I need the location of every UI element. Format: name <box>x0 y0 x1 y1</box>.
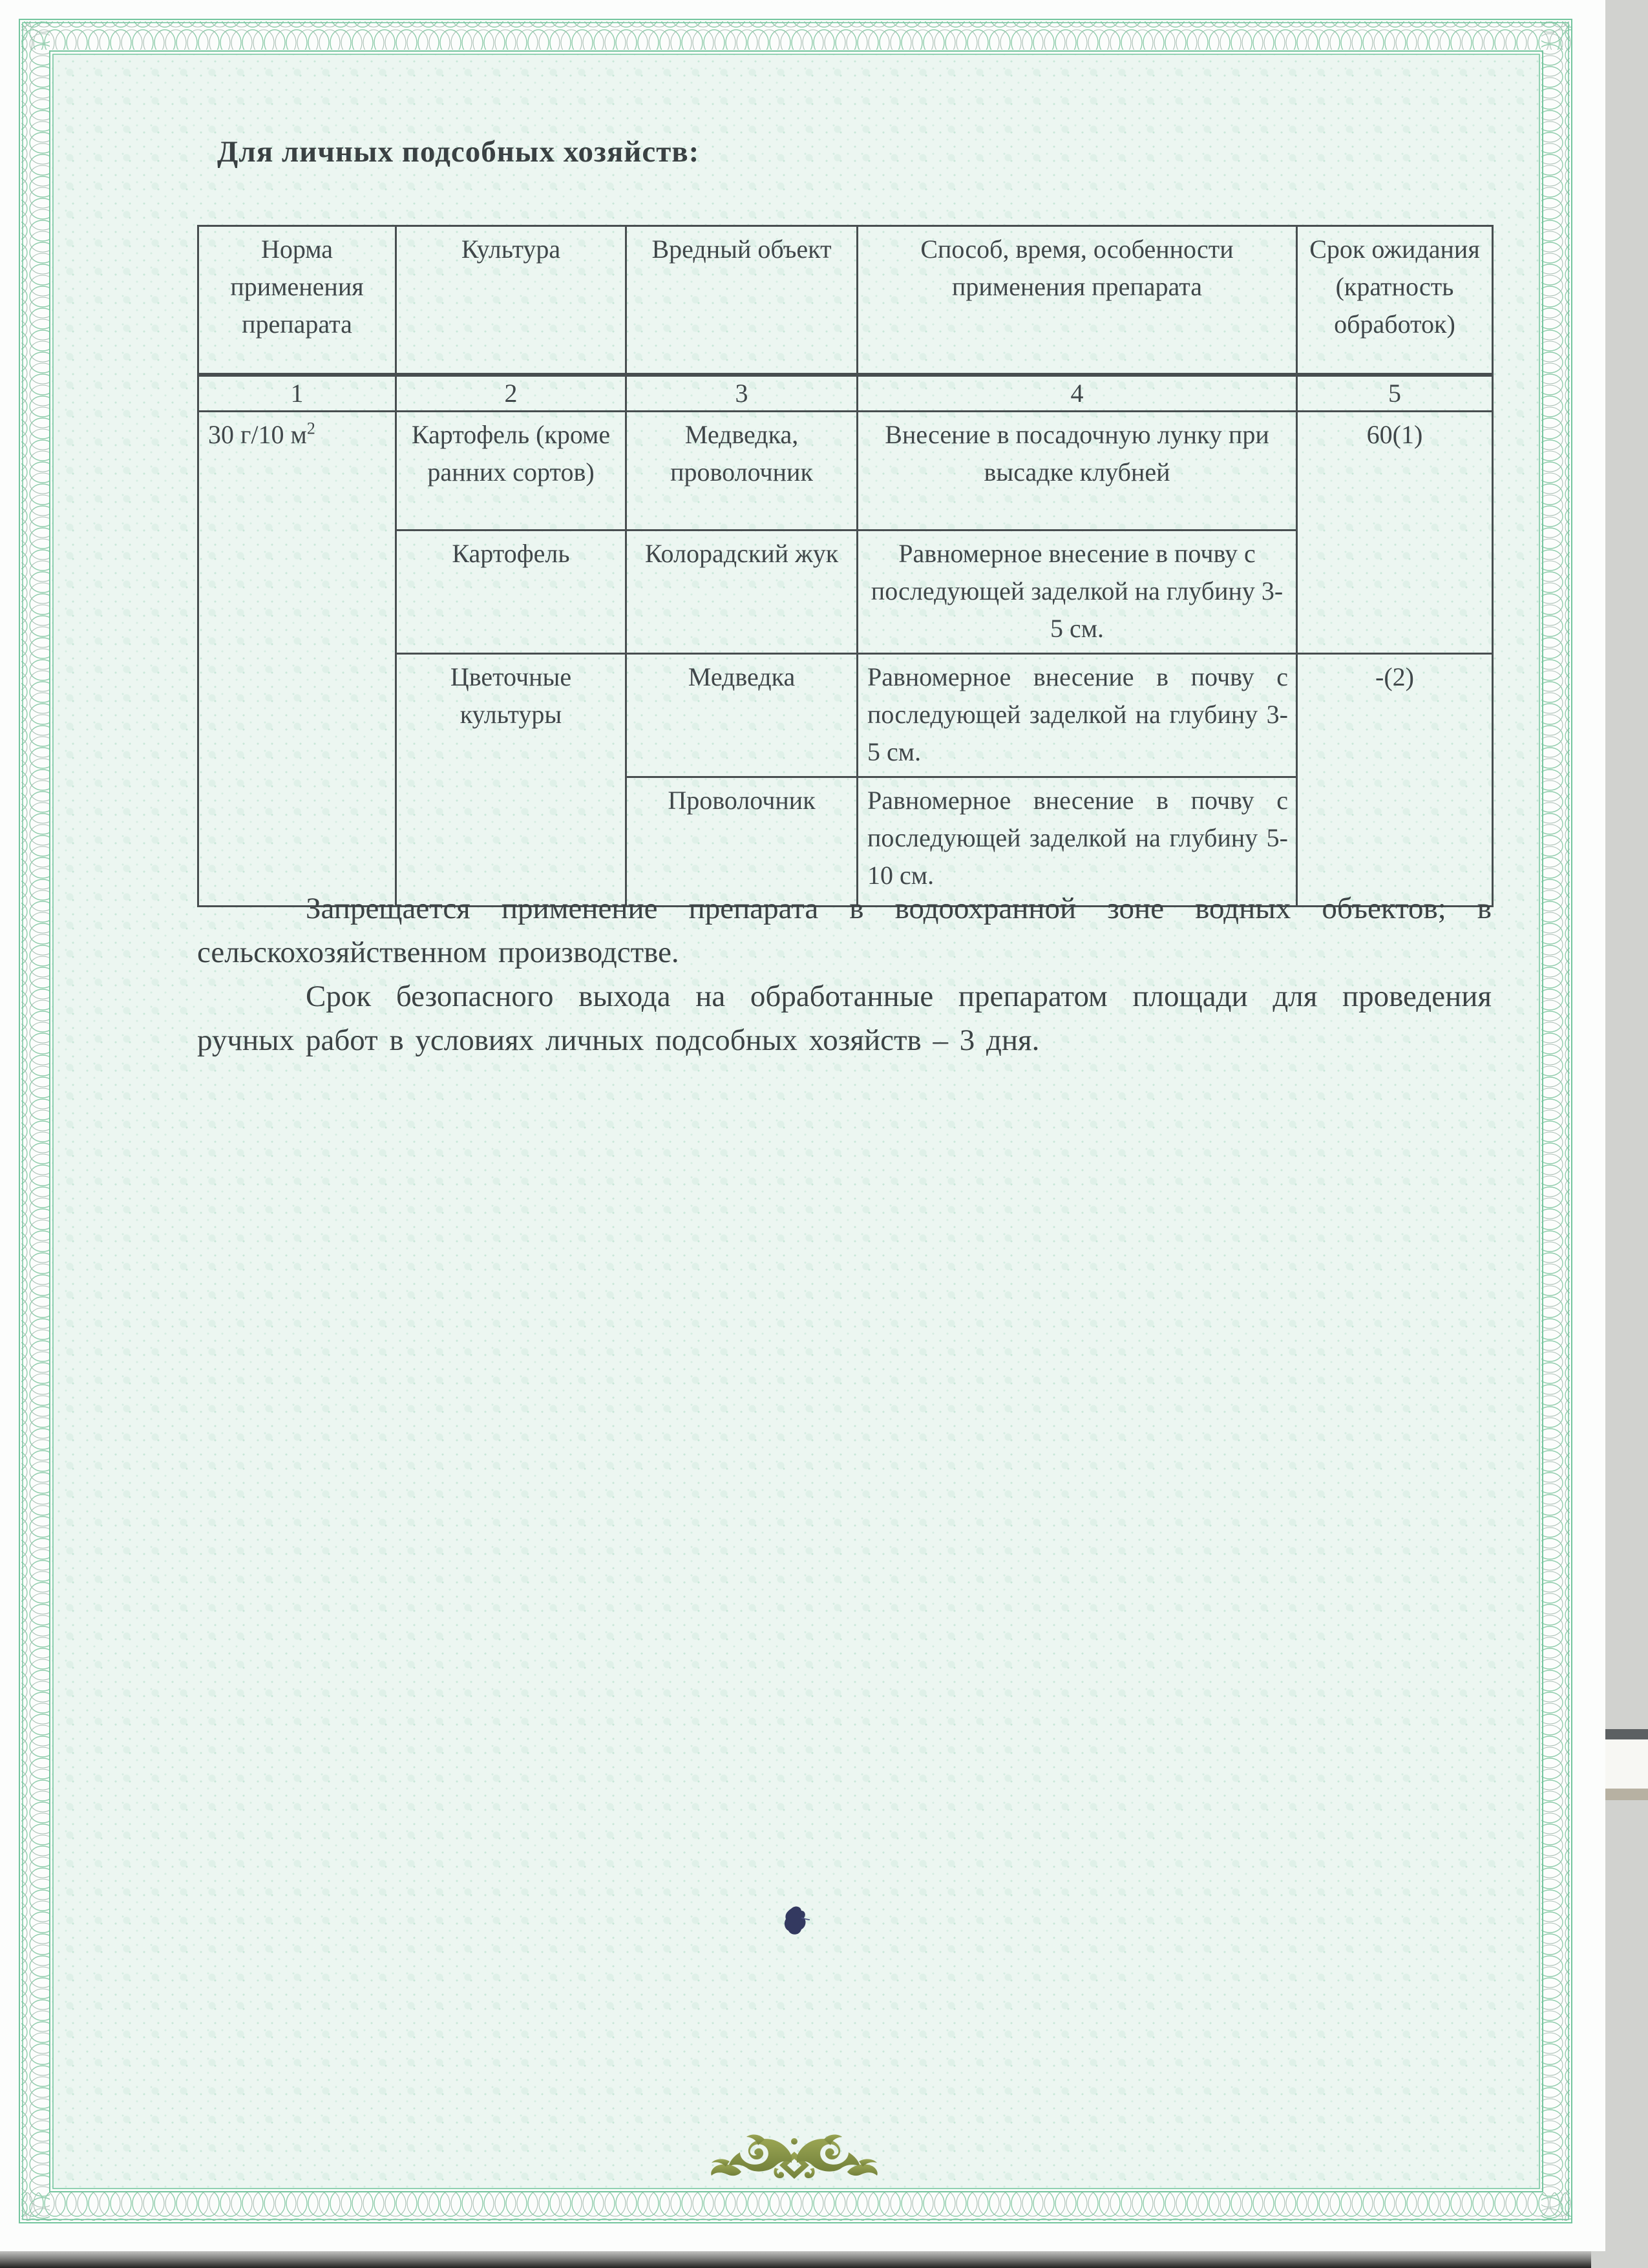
paragraph-restriction: Запрещается применение препарата в водоохранной зоне водных объектов; в сельскохозяйственном производстве. <box>197 892 1492 969</box>
scan-right-artifact-white <box>1605 1739 1648 1789</box>
cell-method-r3: Равномерное внесение в почву с последующей заделкой на глубину 3-5 см. <box>858 654 1297 777</box>
border-band-right <box>1541 21 1570 2221</box>
cell-pest-r4: Проволочник <box>626 777 858 907</box>
scan-right-artifact-dark <box>1605 1729 1648 1739</box>
body-text <box>197 887 1492 1062</box>
cell-pest-r2: Колорадский жук <box>626 530 858 654</box>
cell-pest-r3: Медведка <box>626 654 858 777</box>
header-cell-pest: Вредный объект <box>626 226 858 375</box>
cell-dose <box>198 412 396 907</box>
scan-bottom-shadow <box>0 2251 1591 2268</box>
table-header-row <box>198 226 1493 375</box>
border-band-bottom <box>21 2192 1571 2221</box>
cell-waiting-r1: 60(1) <box>1297 412 1493 654</box>
cell-method-r1: Внесение в посадочную лунку при высадке клубней <box>858 412 1297 530</box>
cell-culture-r1: Картофель (кроме ранних сортов) <box>396 412 626 530</box>
cell-method-r4: Равномерное внесение в почву с последующей заделкой на глубину 5-10 см. <box>858 777 1297 907</box>
header-cell-dose: Норма применения препарата <box>198 226 396 375</box>
ornament-center-dot <box>791 2138 798 2145</box>
header-cell-method: Способ, время, особенности применения препарата <box>858 226 1297 375</box>
header-cell-waiting: Срок ожидания (кратность обработок) <box>1297 226 1493 375</box>
header-cell-culture: Культура <box>396 226 626 375</box>
column-numbers-row <box>198 375 1493 412</box>
scan-right-artifact-tan <box>1605 1789 1648 1800</box>
cell-method-r2: Равномерное внесение в почву с последующей заделкой на глубину 3-5 см. <box>858 530 1297 654</box>
cell-culture-r3: Цветочные культуры <box>396 654 626 907</box>
cell-pest-r1: Медведка, проволочник <box>626 412 858 530</box>
border-band-top <box>21 21 1571 50</box>
ink-blot <box>783 1905 810 1941</box>
column-number-1: 1 <box>198 375 396 412</box>
page-title: Для личных подсобных хозяйств: <box>217 135 700 169</box>
table-row <box>198 412 1493 530</box>
cell-culture-r2: Картофель <box>396 530 626 654</box>
cell-waiting-r3: -(2) <box>1297 654 1493 907</box>
column-number-3: 3 <box>626 375 858 412</box>
bottom-ornament <box>710 2132 879 2181</box>
ornament-left-scroll <box>711 2135 792 2178</box>
dose-value: 30 г/10 м <box>208 420 307 449</box>
application-table <box>197 225 1494 907</box>
border-band-left <box>21 21 50 2221</box>
paragraph-safety-period: Срок безопасного выхода на обработанные препаратом площади для проведения ручных работ в условиях личных подсобных хозяйств – 3 дня. <box>197 980 1492 1057</box>
column-number-4: 4 <box>858 375 1297 412</box>
dose-superscript: 2 <box>306 419 315 438</box>
column-number-2: 2 <box>396 375 626 412</box>
column-number-5: 5 <box>1297 375 1493 412</box>
